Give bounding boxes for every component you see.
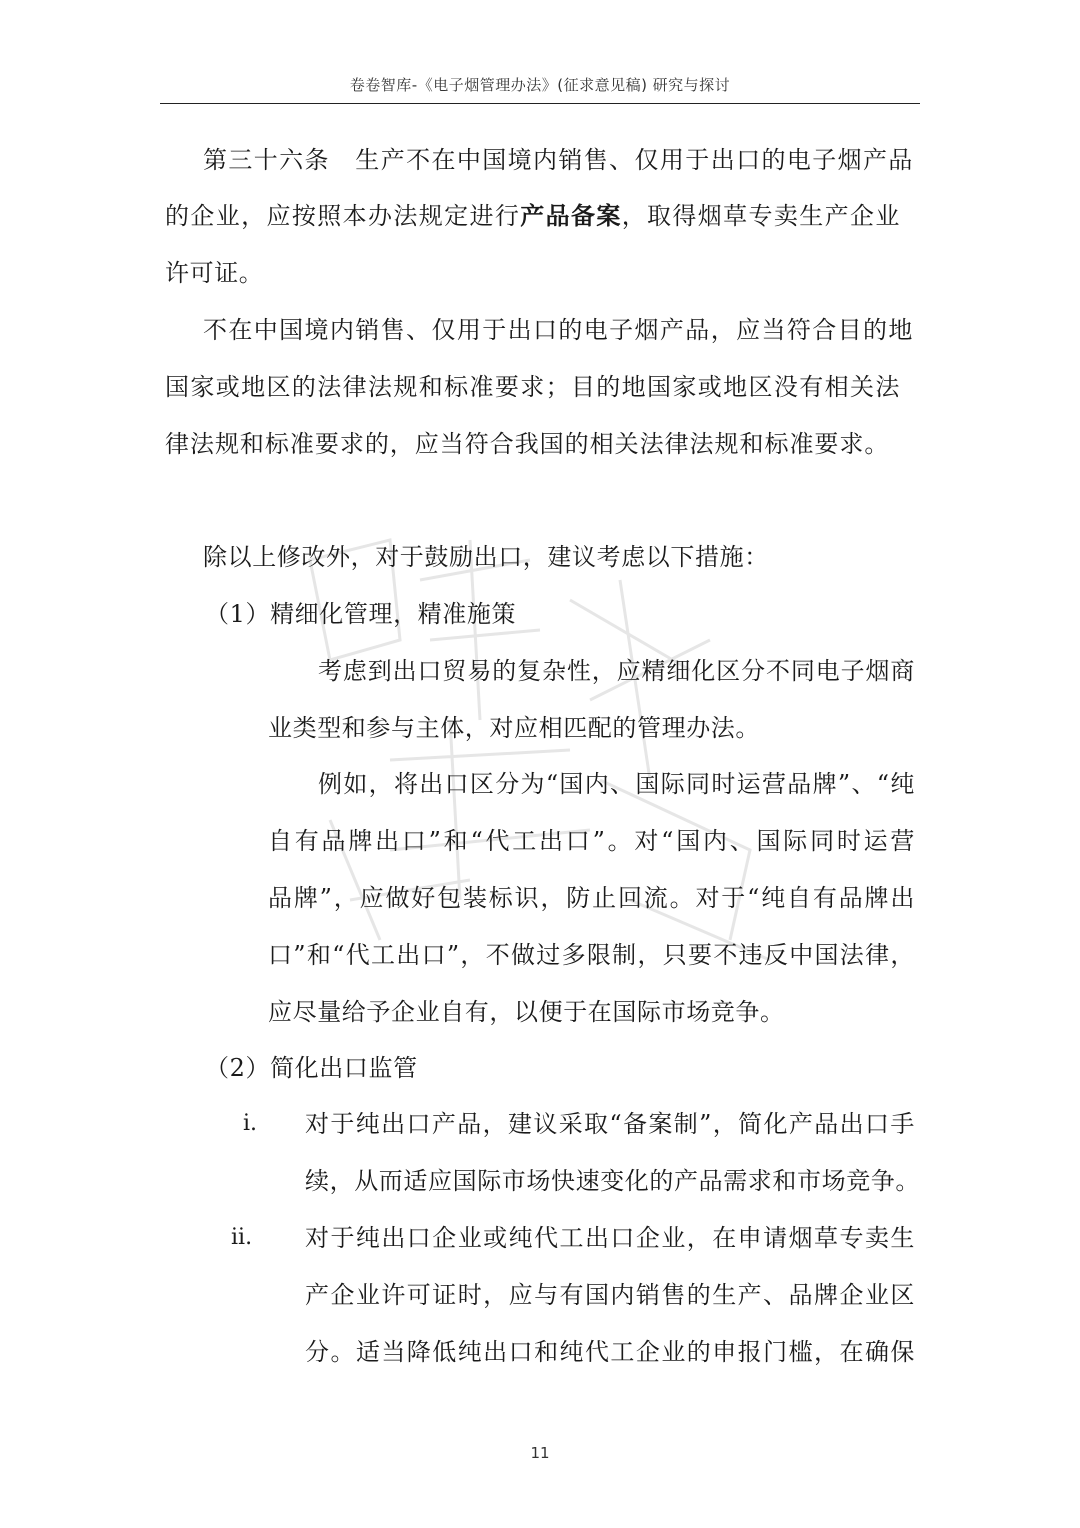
watermark-logo [270, 520, 830, 1000]
article-36-para2-line-2: 国家或地区的法律法规和标准要求；目的地国家或地区没有相关法 [165, 373, 900, 401]
section-1-para1-line-2: 业类型和参与主体，对应相匹配的管理办法。 [268, 714, 760, 742]
item-i-line-2: 续，从而适应国际市场快速变化的产品需求和市场竞争。 [305, 1167, 920, 1195]
item-ii-line-3: 分。适当降低纯出口和纯代工企业的申报门槛，在确保 [305, 1338, 915, 1366]
item-i-line-1: 对于纯出口产品，建议采取“备案制”，简化产品出口手 [305, 1110, 915, 1138]
section-1-para2-line-5: 应尽量给予企业自有，以便于在国际市场竞争。 [268, 998, 785, 1026]
article-36-line-3: 许可证。 [165, 259, 264, 287]
page-number: 11 [530, 1444, 550, 1462]
section-1-para2-line-2: 自有品牌出口”和“代工出口”。对“国内、国际同时运营 [268, 827, 915, 855]
section-1-para2-line-3: 品牌”，应做好包装标识，防止回流。对于“纯自有品牌出 [268, 884, 915, 912]
page-header: 卷卷智库-《电子烟管理办法》(征求意见稿) 研究与探讨 [349, 76, 731, 94]
article-36-text: ，取得烟草专卖生产企业 [621, 202, 900, 230]
article-36-para2-line-1: 不在中国境内销售、仅用于出口的电子烟产品，应当符合目的地 [203, 316, 913, 344]
suggestions-intro: 除以上修改外，对于鼓励出口，建议考虑以下措施： [203, 543, 769, 571]
section-1-para1-line-1: 考虑到出口贸易的复杂性，应精细化区分不同电子烟商 [318, 657, 915, 685]
section-1-para2-line-4: 口”和“代工出口”，不做过多限制，只要不违反中国法律， [268, 941, 915, 969]
article-36-text: 的企业，应按照本办法规定进行 [165, 202, 521, 230]
item-ii-line-2: 产企业许可证时，应与有国内销售的生产、品牌企业区 [305, 1281, 915, 1309]
article-36-line-2 [165, 200, 900, 232]
list-marker-ii: ii. [231, 1225, 253, 1250]
product-filing-emphasis: 产品备案 [520, 201, 622, 230]
section-1-heading: （1）精细化管理，精准施策 [205, 600, 517, 628]
list-marker-i: i. [243, 1111, 258, 1136]
article-36-line-1: 第三十六条 生产不在中国境内销售、仅用于出口的电子烟产品 [203, 146, 913, 174]
header-divider [160, 103, 920, 104]
item-ii-line-1: 对于纯出口企业或纯代工出口企业，在申请烟草专卖生 [305, 1224, 915, 1252]
section-2-heading: （2）简化出口监管 [205, 1054, 418, 1082]
article-36-para2-line-3: 律法规和标准要求的，应当符合我国的相关法律法规和标准要求。 [165, 430, 889, 458]
section-1-para2-line-1: 例如，将出口区分为“国内、国际同时运营品牌”、“纯 [318, 770, 915, 798]
